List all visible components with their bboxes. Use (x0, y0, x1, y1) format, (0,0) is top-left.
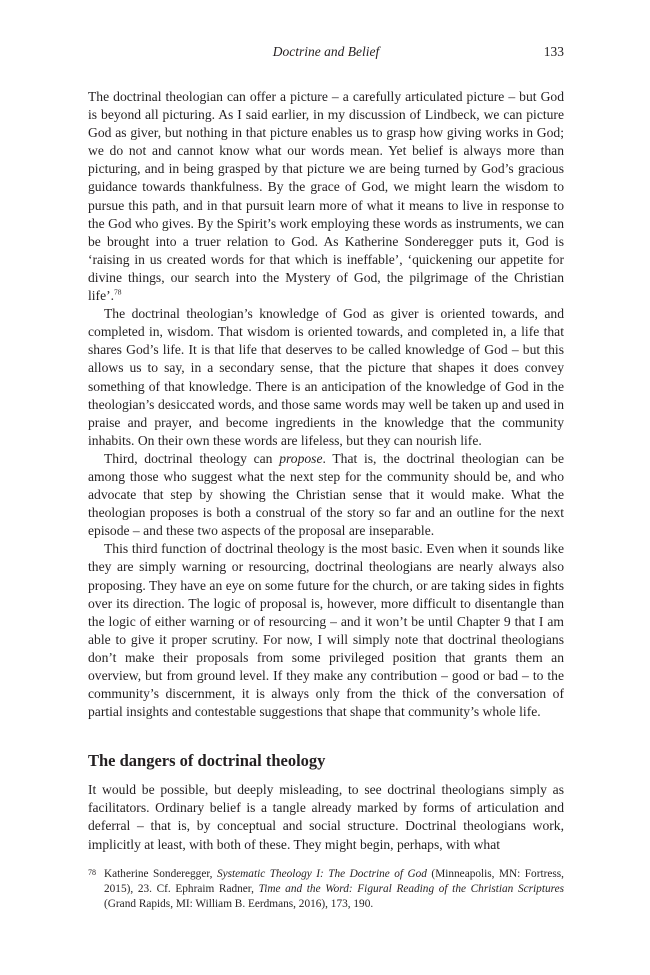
page-number: 133 (543, 44, 564, 59)
section-heading: The dangers of doctrinal theology (88, 751, 326, 771)
emphasis: propose (279, 450, 323, 466)
footnote: 78 Katherine Sonderegger, Systematic Theology I: The Doctrine of God (Minneapolis, MN: Fortress, 2015), 23. Cf. Ephraim Radner, Time and the Word: Figural Reading of the Christian Scriptures (Grand Rapids, MI: William B. Eerdmans, 2016), 173, 190. (88, 867, 564, 912)
paragraph: The doctrinal theologian can offer a picture – a carefully articulated picture – but God is beyond all picturing. As I said earlier, in my discussion of Lindbeck, we can picture God as giver, but nothing in that picture enables us to grasp how giving works in God; we do not and cannot know what our words mean. Yet belief is always more than picturing, and in being grasped by that picture we are being turned by God’s gracious guidance towards thankfulness. By the grace of God, we might learn the wisdom to pursue this path, and in that pursuit learn more of what it means to live in response to the God who gives. By the Spirit’s work employing these words as instruments, we can be brought into a truer relation to God. As Katherine Sonderegger puts it, God is ‘raising in us created words for that which is ineffable’, ‘quickening our appetite for divine things, our search into the Mystery of God, the pilgrimage of the Christian life’.$^{78}$ (88, 89, 564, 304)
page-header (88, 44, 564, 64)
paragraph: This third function of doctrinal theology is the most basic. Even when it sounds like they are simply warning or resourcing, doctrinal theologians are nearly always also proposing. They have an eye on some future for the church, or are taking sides in fights over its direction. The logic of proposal is, however, more difficult to disentangle than the logic of either warning or of resourcing – and it won’t be until Chapter 9 that I am able to give it proper scrutiny. For now, I will simply note that doctrinal theologians don’t make their proposals from some privileged position that grants them an overview, but from ground level. If they make any contribution – good or bad – to the community’s discernment, it is always only from the thick of the conversation of partial insights and contestable suggestions that shape that community’s whole life. (88, 541, 564, 720)
body-text (88, 88, 564, 854)
paragraph: The doctrinal theologian’s knowledge of God as giver is oriented towards, and completed in, wisdom. That wisdom is oriented towards, and completed in, a life that shares God’s life. It is that life that deserves to be called knowledge of God – but this allows us to say, in a secondary sense, that the picture that shapes it does convey something of that knowledge. There is an anticipation of the knowledge of God in the theologian’s desiccated words, and those same words may well be taken up and used in praise and prayer, and become ingredients in the knowledge that the community inhabits. On their own these words are lifeless, but they can nourish life. (88, 306, 564, 448)
running-head: Doctrine and Belief (272, 44, 380, 59)
paragraph: It would be possible, but deeply misleading, to see doctrinal theologians simply as facilitators. Ordinary belief is a tangle already marked by forms of articulation and deferral – that is, by conceptual and social structure. Doctrinal theologians work, implicitly at least, with both of these. They might begin, perhaps, with what (88, 782, 564, 852)
footnote-mark: 78 (88, 868, 96, 877)
footnotes (88, 867, 564, 912)
paragraph: Third, doctrinal theology can propose. That is, the doctrinal theologian can be among those who suggest what the next step for the community should be, and who advocate that step by showing the Christian sense that it would make. What the theologian proposes is both a construal of the story so far and an outline for the next episode – and these two aspects of the proposal are inseparable. (88, 450, 564, 539)
footnote-ref[interactable]: 78 (114, 287, 122, 297)
